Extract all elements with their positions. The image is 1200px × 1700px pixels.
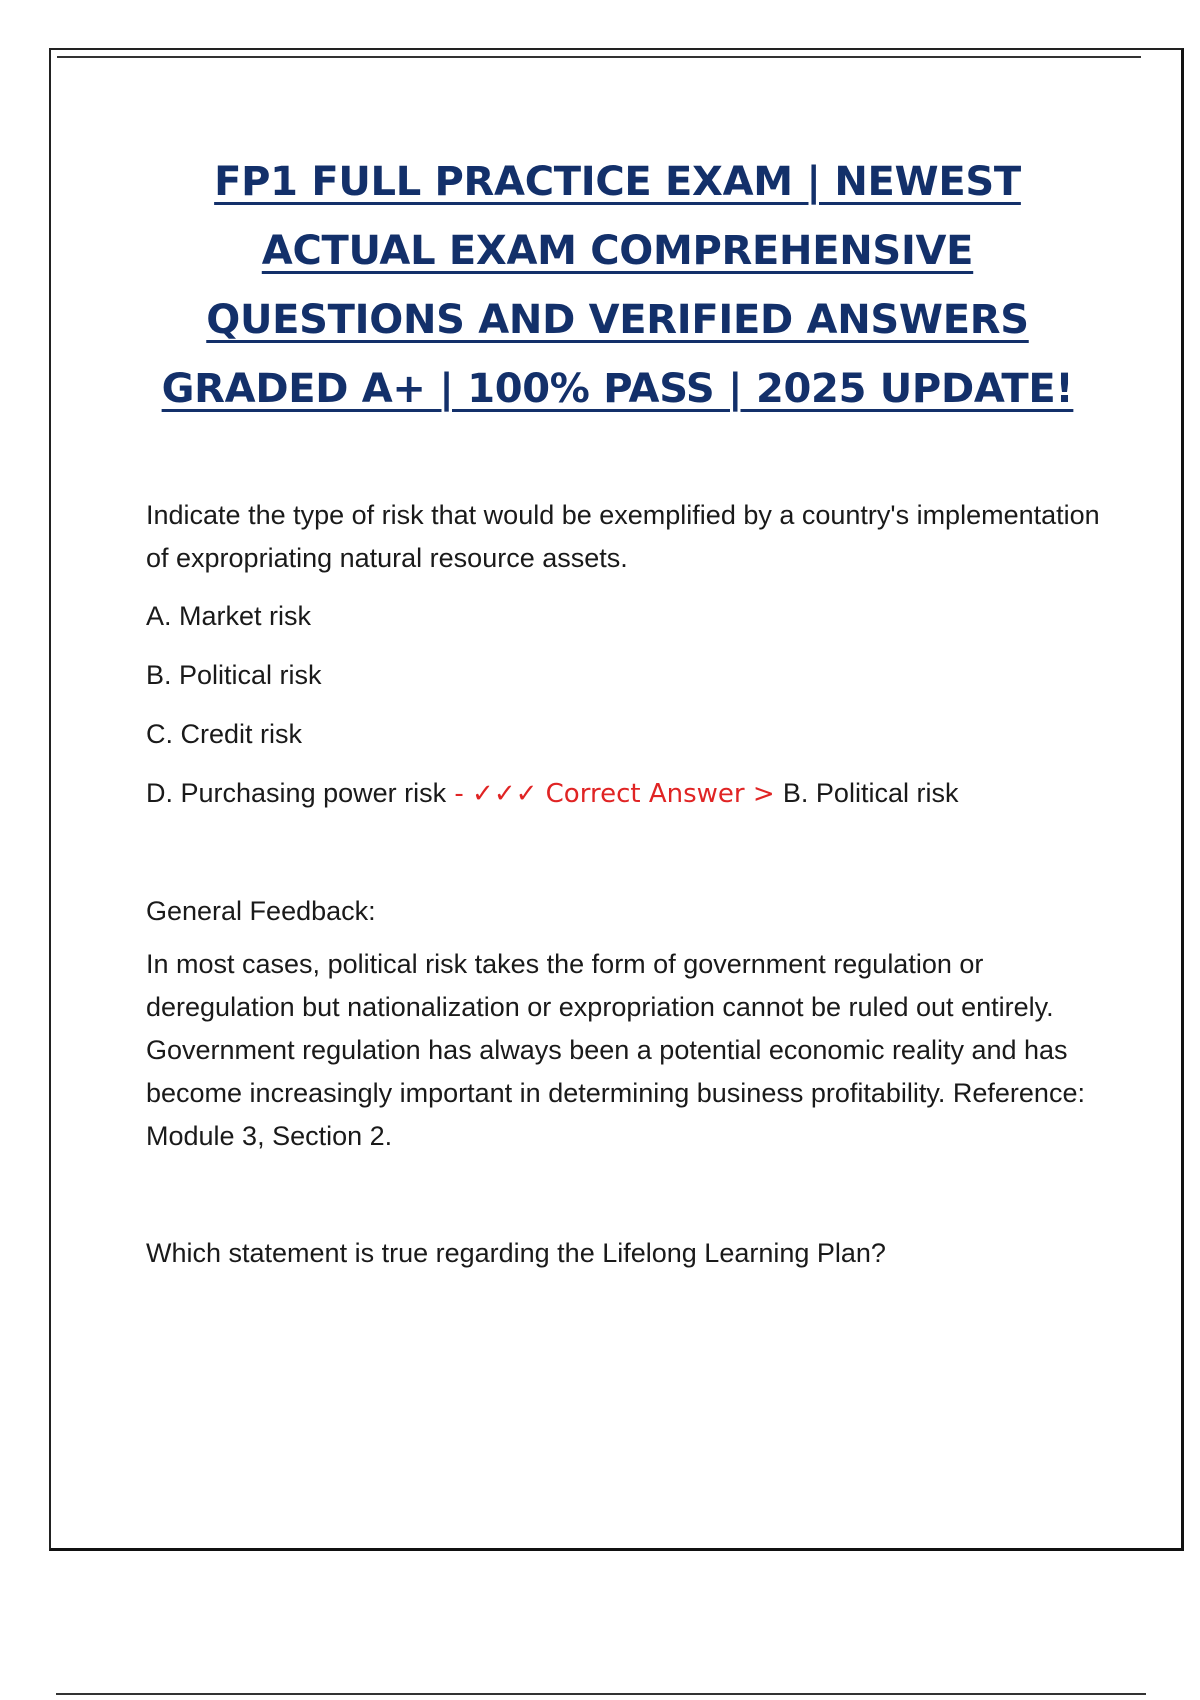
question-text: Indicate the type of risk that would be exemplified by a country's implementation of expropriating natural resource assets. (146, 500, 1100, 573)
title-line: GRADED A+ | 100% PASS | 2025 UPDATE! (161, 366, 1074, 412)
document-body (146, 494, 1106, 1275)
document-title (80, 148, 1155, 424)
option-d-with-answer (146, 771, 1106, 816)
top-rule (57, 56, 1141, 58)
correct-answer-marker: - ✓✓✓ Correct Answer > (446, 779, 783, 809)
feedback-label: General Feedback: (146, 896, 376, 926)
option-b: B. Political risk (146, 660, 322, 690)
next-question-text: Which statement is true regarding the Lifelong Learning Plan? (146, 1238, 886, 1268)
option-c: C. Credit risk (146, 719, 303, 749)
feedback-text: In most cases, political risk takes the form of government regulation or deregulation but nationalization or expropriation cannot be ruled out entirely. Government regulation has always been a potential economic reality and has become increasingly important in determining business profitability. Reference: Module 3, Section 2. (146, 949, 1085, 1151)
correct-answer: B. Political risk (782, 778, 959, 808)
option-d: D. Purchasing power risk (146, 778, 447, 808)
title-line: ACTUAL EXAM COMPREHENSIVE (261, 228, 974, 274)
title-line: FP1 FULL PRACTICE EXAM | NEWEST (214, 159, 1021, 205)
title-line: QUESTIONS AND VERIFIED ANSWERS (206, 297, 1029, 343)
bottom-rule (56, 1693, 1146, 1695)
option-a: A. Market risk (146, 601, 312, 631)
